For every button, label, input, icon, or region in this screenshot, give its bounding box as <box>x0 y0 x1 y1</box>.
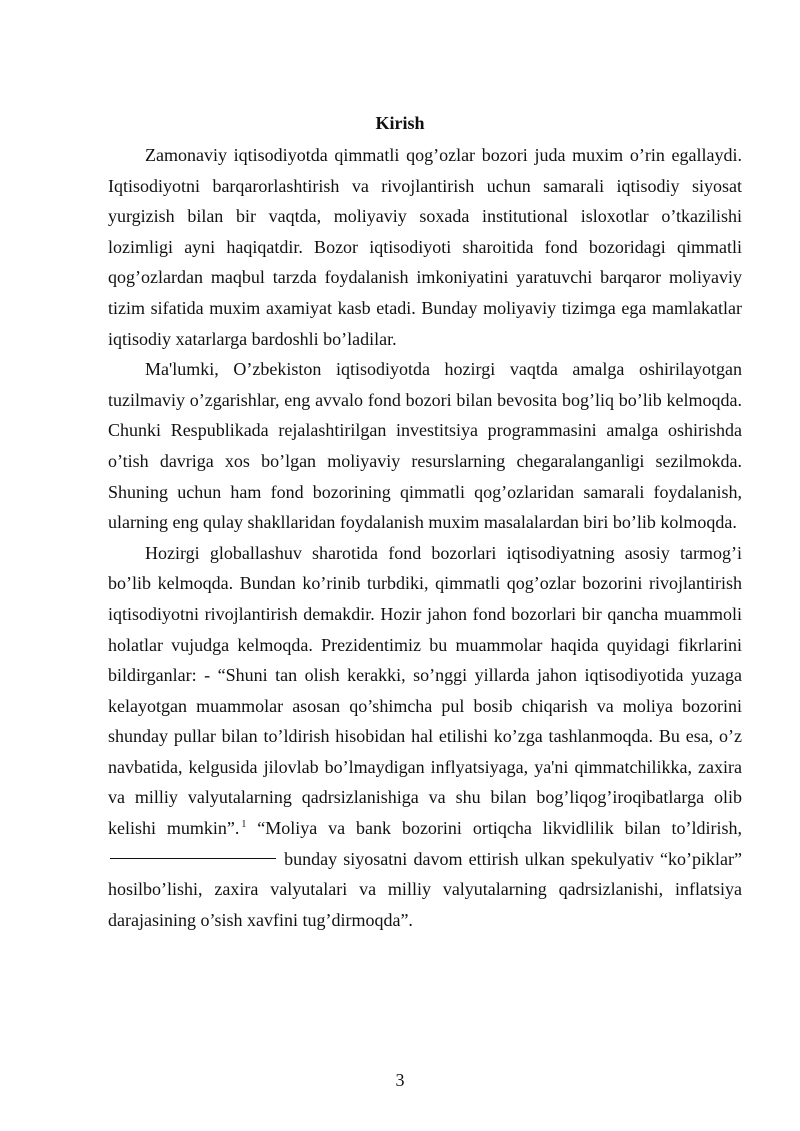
page-number: 3 <box>395 1070 405 1090</box>
paragraph-2: Ma'lumki, O’zbekiston iqtisodiyotda hozirgi vaqtda amalga oshirilayotgan tuzilmaviy o’zgarishlar, eng avvalo fond bozori bilan bevosita bog’liq bo’lib kelmoqda. Chunki Respublikada rejalashtirilgan investitsiya programmasini amalga oshirishda o’tish davriga xos bo’lgan moliyaviy resurslarning chegaralanganligi sezilmokda. Shuning uchun ham fond bozorining qimmatli qog’ozlaridan samarali foydalanish, ularning eng qulay shakllaridan foydalanish muxim masalalardan biri bo’lib kolmoqda. <box>108 359 742 533</box>
paragraph-1: Zamonaviy iqtisodiyotda qimmatli qog’ozlar bozori juda muxim o’rin egallaydi. Iqtisodiyotni barqarorlashtirish va rivojlantirish uchun samarali iqtisodiy siyosat yurgizish bilan bir vaqtda, moliyaviy soxada institutional isloxotlar o’tkazilishi lozimligi ayni haqiqatdir. Bozor iqtisodiyoti sharoitida fond bozoridagi qimmatli qog’ozlardan maqbul tarzda foydalanish imkoniyatini yaratuvchi barqaror moliyaviy tizim sifatida muxim axamiyat kasb etadi. Bunday moliyaviy tizimga ega mamlakatlar iqtisodiy xatarlarga bardoshli bo’ladilar. <box>108 145 742 349</box>
paragraph-3-text-middle: “Moliya va bank bozorini ortiqcha likvidlilik bilan to’ldirish, <box>246 818 742 839</box>
footnote-reference[interactable]: 1 <box>241 819 247 831</box>
body-text <box>108 140 742 935</box>
paragraph-3-text-start: Hozirgi globallashuv sharotida fond bozorlari iqtisodiyatning asosiy tarmog’i bo’lib kelmoqda. Bundan ko’rinib turbdiki, qimmatli qog’ozlar bozorini rivojlantirish iqtisodiyotni rivojlantirish demakdir. Hozir jahon fond bozorlari bir qancha muammoli holatlar vujudga kelmoqda. Prezidentimiz bu muammolar haqida quyidagi fikrlarini bildirganlar: - “Shuni tan olish kerakki, so’nggi yillarda jahon iqtisodiyotida yuzaga kelayotgan muammolar asosan qo’shimcha pul bosib chiqarish va moliya bozorini shunday pullar bilan to’ldirish hisobidan hal etilishi ko’zga tashlanmoqda. Bu esa, o’z navbatida, kelgusida jilovlab bo’lmaydigan inflyatsiyaga, ya'ni qimmatchilikka, zaxira va milliy valyutalarning qadrsizlanishiga va shu bilan bog’liqog’iroqibatlarga olib kelishi mumkin”. <box>108 542 742 839</box>
paragraph-3-text-end: bunday siyosatni davom ettirish ulkan spekulyativ “ko’piklar” hosilbo’lishi, zaxira valyutalari va milliy valyutalarning qadrsizlanishi, inflatsiya darajasining o’sish xavfini tug’dirmoqda”. <box>108 848 742 930</box>
page-title: Kirish <box>375 113 425 133</box>
paragraph-3 <box>108 538 742 936</box>
inline-blank-rule <box>110 858 276 859</box>
